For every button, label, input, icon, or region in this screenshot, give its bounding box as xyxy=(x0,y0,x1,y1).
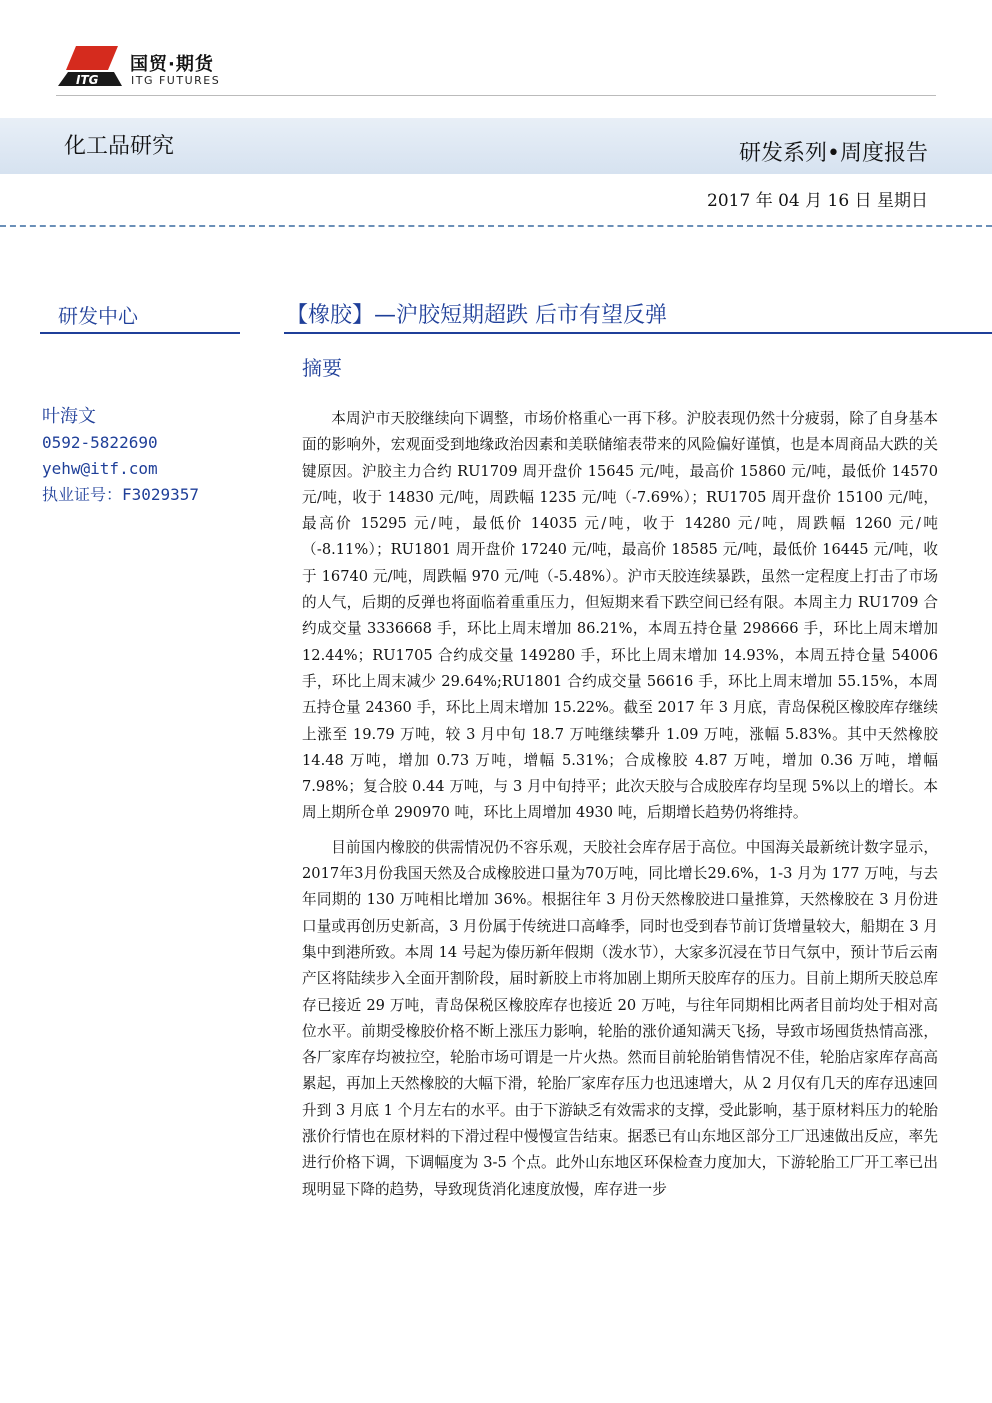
author-name: 叶海文 xyxy=(42,406,96,427)
abstract-heading: 摘要 xyxy=(302,356,342,380)
itg-logo-icon xyxy=(56,46,126,90)
dashed-divider xyxy=(0,225,992,227)
title-divider xyxy=(284,332,992,334)
author-license: 执业证号：F3029357 xyxy=(42,485,200,504)
paragraph: 目前国内橡胶的供需情况仍不容乐观，天胶社会库存居于高位。中国海关最新统计数字显示，2017年3月份我国天然及合成橡胶进口量为70万吨，同比增长29.6%，1-3 月为 177 万吨，与去年同期的 130 万吨相比增加 36%。根据往年 3 月份天然橡胶进口量推算，天然橡胶在 3 月份进口量或再创历史新高，3 月份属于传统进口高峰季，同时也受到春节前订货增量较大，船期在 3 月集中到港所致。本周 14 号起为傣历新年假期（泼水节），大家多沉浸在节日气氛中，预计节后云南产区将陆续步入全面开割阶段，届时新胶上市将加剧上期所天胶库存的压力。目前上期所天胶总库存已接近 29 万吨，青岛保税区橡胶库存也接近 20 万吨，与往年同期相比两者目前均处于相对高位水平。前期受橡胶价格不断上涨压力影响，轮胎的涨价通知满天飞扬，导致市场囤货热情高涨，各厂家库存均被拉空，轮胎市场可谓是一片火热。然而目前轮胎销售情况不佳，轮胎店家库存高高累起，再加上天然橡胶的大幅下滑，轮胎厂家库存压力也迅速增大，从 2 月仅有几天的库存迅速回升到 3 月底 1 个月左右的水平。由于下游缺乏有效需求的支撑，受此影响，基于原材料压力的轮胎涨价行情也在原材料的下滑过程中慢慢宣告结束。据悉已有山东地区部分工厂迅速做出反应，率先进行价格下调，下调幅度为 3-5 个点。此外山东地区环保检查力度加大，下游轮胎工厂开工率已出现明显下降的趋势，导致现货消化速度放慢，库存进一步 xyxy=(302,838,938,1198)
author-email[interactable]: yehw@itf.com xyxy=(42,459,158,478)
header-divider xyxy=(56,95,936,96)
report-title: 【橡胶】—沪胶短期超跌 后市有望反弹 xyxy=(286,303,667,328)
paragraph: 本周沪市天胶继续向下调整，市场价格重心一再下移。沪胶表现仍然十分疲弱，除了自身基本面的影响外，宏观面受到地缘政治因素和美联储缩表带来的风险偏好谨慎，也是本周商品大跌的关键原因。沪胶主力合约 RU1709 周开盘价 15645 元/吨，最高价 15860 元/吨，最低价 14570 元/吨，收于 14830 元/吨，周跌幅 1235 元/吨（-7.69%）；RU1705 周开盘价 15100 元/吨，最高价 15295 元/吨，最低价 14035 元/吨，收于 14280 元/吨，周跌幅 1260 元/吨（-8.11%）；RU1801 周开盘价 17240 元/吨，最高价 18585 元/吨，最低价 16445 元/吨，收于 16740 元/吨，周跌幅 970 元/吨（-5.48%）。沪市天胶连续暴跌，虽然一定程度上打击了市场的人气，后期的反弹也将面临着重重压力，但短期来看下跌空间已经有限。本周主力 RU1709 合约成交量 3336668 手，环比上周末增加 86.21%，本周五持仓量 298666 手，环比上周末增加 12.44%；RU1705 合约成交量 149280 手，环比上周末增加 14.93%，本周五持仓量 54006 手，环比上周末减少 29.64%;RU1801 合约成交量 56616 手，环比上周末增加 55.15%，本周五持仓量 24360 手，环比上周末增加 15.22%。截至 2017 年 3 月底，青岛保税区橡胶库存继续上涨至 19.79 万吨，较 3 月中旬 18.7 万吨继续攀升 1.09 万吨，涨幅 5.83%。其中天然橡胶 14.48 万吨，增加 0.73 万吨，增幅 5.31%；合成橡胶 4.87 万吨，增加 0.36 万吨，增幅 7.98%；复合胶 0.44 万吨，与 3 月中旬持平；此次天胶与合成胶库存均呈现 5%以上的增长。本周上期所仓单 290970 吨，环比上周增加 4930 吨，后期增长趋势仍将维持。 xyxy=(302,410,938,822)
author-info xyxy=(42,404,199,508)
report-date: 2017 年 04 月 16 日 星期日 xyxy=(707,191,928,211)
logo-chinese-name: 国贸·期货 xyxy=(130,54,214,75)
report-series: 研发系列•周度报告 xyxy=(739,141,928,166)
sidebar-divider xyxy=(40,332,240,334)
research-category: 化工品研究 xyxy=(64,134,175,159)
company-logo xyxy=(56,46,256,90)
logo-english-name: ITG FUTURES xyxy=(131,74,221,87)
logo-mark-text: ITG xyxy=(76,73,99,87)
author-phone: 0592-5822690 xyxy=(42,433,158,452)
abstract-body xyxy=(302,406,938,1211)
research-center-label: 研发中心 xyxy=(58,304,138,328)
